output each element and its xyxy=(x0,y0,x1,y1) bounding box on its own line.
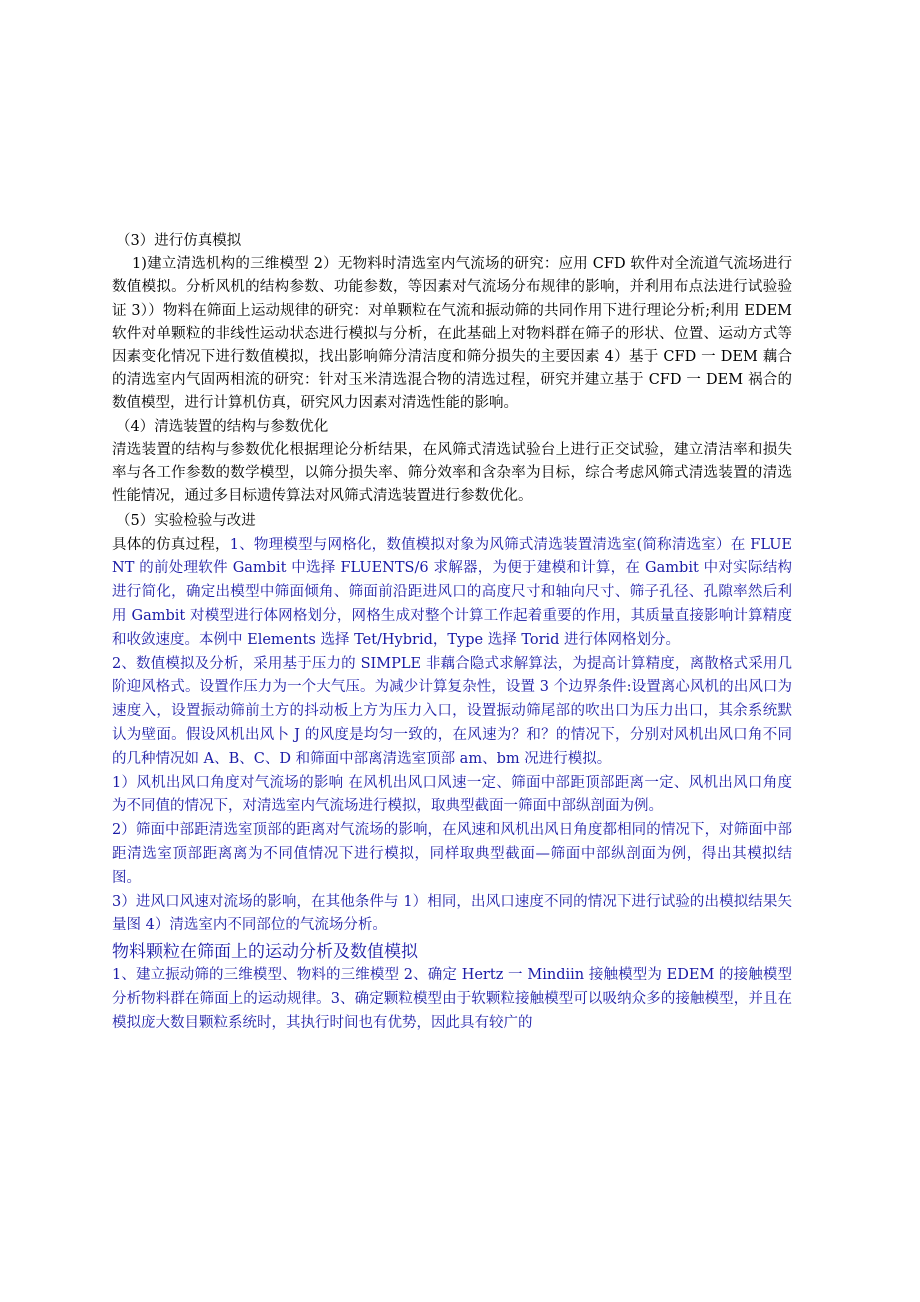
airflow-angle-paragraph: 1）风机出风口角度对气流场的影响 在风机出风口风速一定、筛面中部距顶部距离一定、风机出风口角度为不同值的情况下，对清选室内气流场进行模拟，取典型截面一筛面中部纵剖面为例。 xyxy=(112,774,792,815)
simulation-step-2: 2、数值模拟及分析，采用基于压力的 SIMPLE 非藕合隐式求解算法，为提高计算精度，离散格式采用几阶迎风格式。设置作压力为一个大气压。为减少计算复杂性，设置 3 个边界条件:设置离心风机的出风口为速度入，设置振动筛前土方的抖动板上方为压力入口，设置振动筛尾部的吹出口为压力出口，其余系统默认为壁面。假设风机出风卜 J 的风度是均匀一致的，在风速为？和？的情况下，分别对风机出风口角不同的几种情况如 A、B、C、D 和筛面中部离清选室顶部 am、bm 况进行模拟。 xyxy=(112,655,792,767)
document-page xyxy=(112,230,792,1036)
particle-analysis-body: 1、建立振动筛的三维模型、物料的三维模型 2、确定 Hertz 一 Mindiin 接触模型为 EDEM 的接触模型分析物料群在筛面上的运动规律。3、确定颗粒模型由于软颗粒接触模型可以吸纳众多的接触模型，并且在模拟庞大数目颗粒系统时，其执行时间也有优势，因此具有较广的 xyxy=(112,967,792,1031)
section-3-body: 1)建立清选机构的三维模型 2）无物料时清选室内气流场的研究：应用 CFD 软件对全流道气流场进行数值模拟。分析风机的结构参数、功能参数，等因素对气流场分布规律的影响，并利用布点法进行试验验证 3））物料在筛面上运动规律的研究：对单颗粒在气流和振动筛的共同作用下进行理论分析;利用 EDEM 软件对单颗粒的非线性运动状态进行模拟与分析，在此基础上对物料群在筛子的形状、位置、运动方式等因素变化情况下进行数值模拟，找出影响筛分清洁度和筛分损失的主要因素 4）基于 CFD 一 DEM 藕合的清选室内气固两相流的研究：针对玉米清选混合物的清选过程，研究并建立基于 CFD 一 DEM 祸合的数值模型，进行计算机仿真，研究风力因素对清选性能的影响。 xyxy=(112,256,792,412)
section-3-heading: （3）进行仿真模拟 xyxy=(116,233,242,249)
simulation-step-1 xyxy=(112,534,792,653)
simulation-step-1-text: 1、物理模型与网格化，数值模拟对象为风筛式清选装置清选室(简称清选室）在 FLUENT 的前处理软件 Gambit 中选择 FLUENTS/6 求解器，为便于建模和计算，在 Gambit 中对实际结构进行简化，确定出模型中筛面倾角、筛面前沿距进风口的高度尺寸和轴向尺寸、筛子孔径、孔隙率然后利用 Gambit 对模型进行体网格划分，网格生成对整个计算工作起着重要的作用，其质量直接影响计算精度和收敛速度。本例中 Elements 选择 Tet/Hybrid，Type 选择 Torid 进行体网格划分。 xyxy=(112,536,792,648)
inlet-speed-paragraph: 3）进风口风速对流场的影响，在其他条件与 1）相同，出风口速度不同的情况下进行试验的出模拟结果矢量图 4）清选室内不同部位的气流场分析。 xyxy=(112,893,792,934)
section-5-heading: （5）实验检验与改进 xyxy=(116,513,256,530)
section-4-heading: （4）清选装置的结构与参数优化 xyxy=(116,418,329,435)
particle-analysis-heading: 物料颗粒在筛面上的运动分析及数值模拟 xyxy=(112,942,418,963)
screen-distance-paragraph: 2）筛面中部距清选室顶部的距离对气流场的影响，在风速和风机出风日角度都相同的情况下，对筛面中部距清选室顶部距离离为不同值情况下进行模拟，同样取典型截面—筛面中部纵剖面为例，得出其模拟结图。 xyxy=(112,822,792,886)
simulation-intro: 具体的仿真过程， xyxy=(112,536,230,553)
section-4-body: 清选装置的结构与参数优化根据理论分析结果，在风筛式清选试验台上进行正交试验，建立清洁率和损失率与各工作参数的数学模型，以筛分损失率、筛分效率和含杂率为目标，综合考虑风筛式清选装置的清选性能情况，通过多目标遗传算法对风筛式清选装置进行参数优化。 xyxy=(112,441,792,505)
